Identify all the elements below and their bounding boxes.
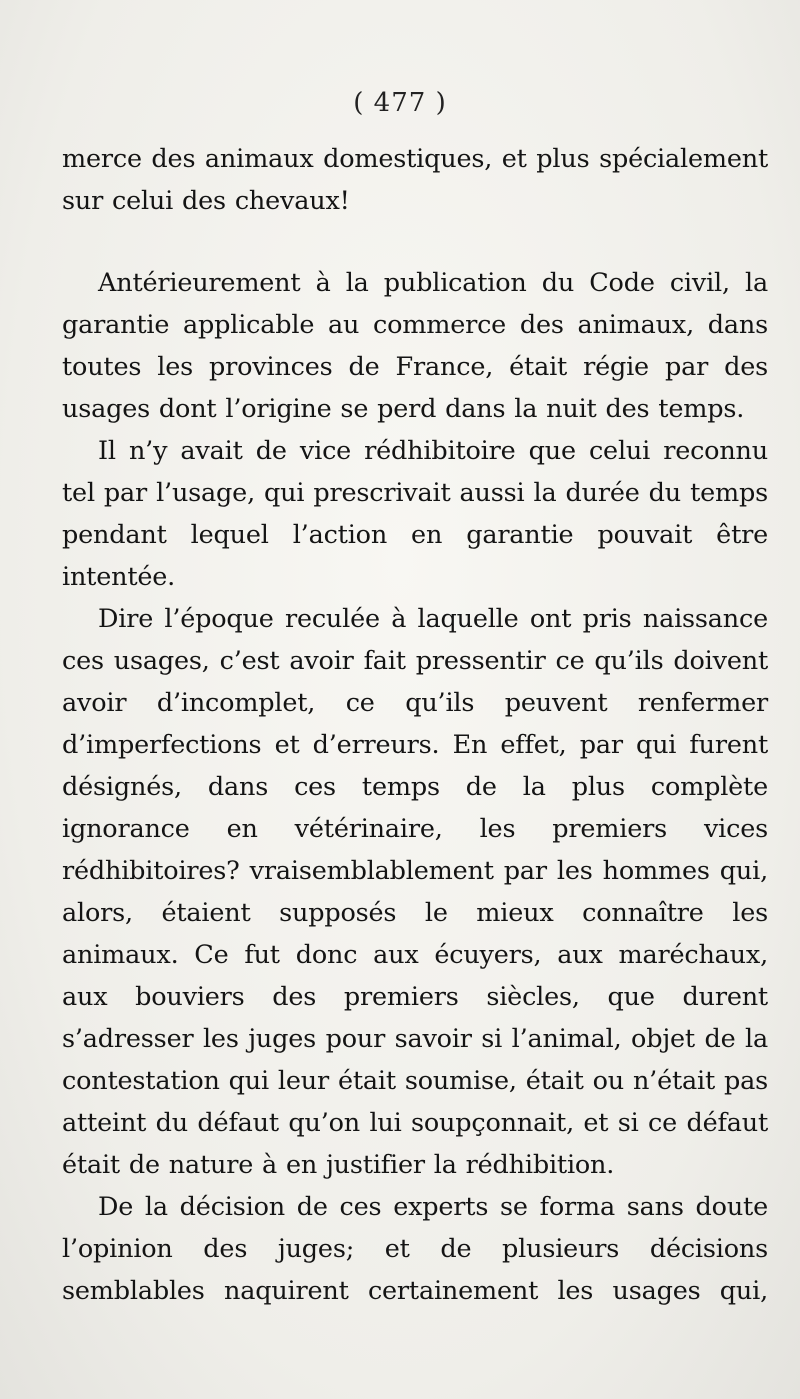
paragraph-gap xyxy=(62,222,768,262)
body-text xyxy=(62,138,768,1312)
paragraph-code-civil: Antérieurement à la publication du Code civil, la garantie applicable au commerce des animaux, dans toutes les provinces de France, était régie par des usages dont l’origine se perd dans la nuit des temps. xyxy=(62,268,768,424)
paragraph-epoque-reculee: Dire l’époque reculée à laquelle ont pris naissance ces usages, c’est avoir fait pressentir ce qu’ils doivent avoir d’incomplet, ce qu’ils peuvent renfermer d’imperfections et d’erreurs. En effet, par qui furent désignés, dans ces temps de la plus complète ignorance en vétérinaire, les premiers vices rédhibitoires? vraisemblablement par les hommes qui, alors, étaient supposés le mieux connaître les animaux. Ce fut donc aux écuyers, aux maréchaux, aux bouviers des premiers siècles, que durent s’adresser les juges pour savoir si l’animal, objet de la contestation qui leur était soumise, était ou n’était pas atteint du défaut qu’on lui soupçonnait, et si ce défaut était de nature à en justifier la rédhibition. xyxy=(62,604,768,1180)
paragraph-continuation: merce des animaux domestiques, et plus spécialement sur celui des chevaux! xyxy=(62,144,768,216)
page-number: ( 477 ) xyxy=(353,88,447,118)
paragraph-decision-experts: De la décision de ces experts se forma sans doute l’opinion des juges; et de plusieurs décisions semblables naquirent certainement les usages qui, xyxy=(62,1192,768,1306)
paragraph-vice-redhibitoire: Il n’y avait de vice rédhibitoire que celui reconnu tel par l’usage, qui prescrivait aussi la durée du temps pendant lequel l’action en garantie pouvait être intentée. xyxy=(62,436,768,592)
